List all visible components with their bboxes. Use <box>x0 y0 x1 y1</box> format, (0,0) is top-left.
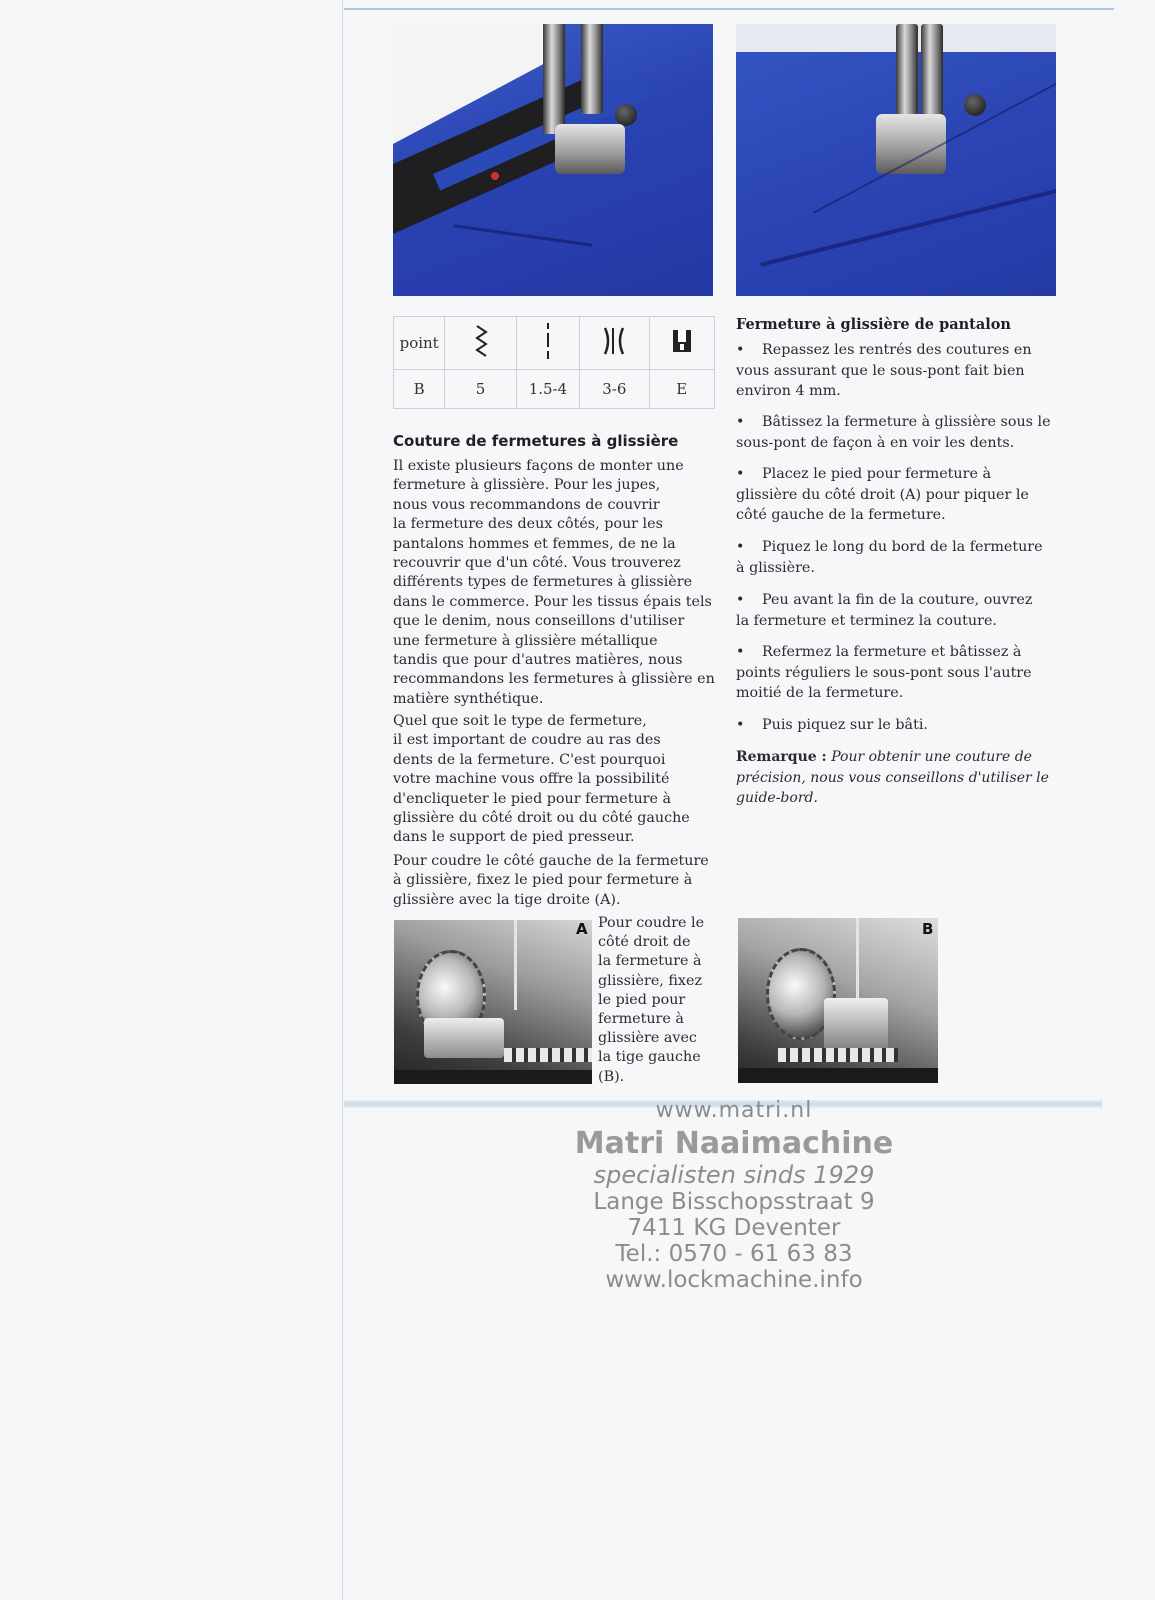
text-line: Quel que soit le type de fermeture, <box>393 713 647 729</box>
text-line: glissière, fixez <box>598 972 702 989</box>
text-line: fermeture à <box>598 1011 684 1028</box>
text-line: il est important de coudre au ras des <box>393 732 661 749</box>
zipper-foot-icon <box>649 317 714 370</box>
text-line: une fermeture à glissière métallique <box>393 632 658 649</box>
text-line: à glissière, fixez le pied pour fermeture à <box>393 872 693 889</box>
text-line: Repassez les rentrés des coutures en <box>762 342 1032 358</box>
text-line: glissière avec <box>598 1030 697 1047</box>
bullet-item <box>736 464 1029 526</box>
text-line: pantalons hommes et femmes, de ne la <box>393 535 676 552</box>
dealer-city: 7411 KG Deventer <box>627 1215 841 1241</box>
stitch-length-icon <box>516 317 579 370</box>
text-line: côté droit de <box>598 934 691 951</box>
section-heading: Couture de fermetures à glissière <box>393 432 679 450</box>
text-line: à glissière. <box>736 559 815 576</box>
text-line: Puis piquez sur le bâti. <box>762 717 928 733</box>
table-cell: 3-6 <box>580 370 649 409</box>
photo-label-a: A <box>576 920 588 938</box>
photo-zipper-foot-a <box>394 920 592 1084</box>
zigzag-stitch-icon <box>445 317 516 370</box>
text-line: côté gauche de la fermeture. <box>736 507 946 523</box>
photo-label-b: B <box>922 920 934 938</box>
dealer-website: www.matri.nl <box>655 1098 813 1123</box>
paragraph-intro <box>393 457 715 709</box>
bullet-item <box>736 412 1051 453</box>
remark-note <box>736 747 1049 809</box>
page-edge <box>342 0 343 1600</box>
bullet-item <box>736 340 1032 402</box>
caption-right-side <box>598 914 710 1087</box>
remark-label: Remarque : <box>736 749 827 765</box>
stitch-settings-table <box>393 316 715 409</box>
text-line: (B). <box>598 1068 625 1085</box>
text-line: guide-bord. <box>736 790 818 806</box>
text-line: sous-pont de façon à en voir les dents. <box>736 434 1015 451</box>
text-line: la tige gauche <box>598 1049 701 1066</box>
bullet-symbol: • <box>736 414 745 430</box>
point-label: point <box>399 334 439 352</box>
bullet-symbol: • <box>736 539 745 555</box>
text-line: Placez le pied pour fermeture à <box>762 466 991 482</box>
text-line: la fermeture à <box>598 953 702 970</box>
text-line: dents de la fermeture. C'est pourquoi <box>393 751 666 768</box>
text-line: Piquez le long du bord de la fermeture <box>762 539 1043 555</box>
table-cell: 1.5-4 <box>516 370 579 409</box>
photo-zipper-sewing <box>736 24 1056 296</box>
text-line: précision, nous vous conseillons d'utiliser le <box>736 769 1049 786</box>
text-line: dans le support de pied presseur. <box>393 829 635 846</box>
text-line: Peu avant la fin de la couture, ouvrez <box>762 592 1033 608</box>
text-line: d'encliqueter le pied pour fermeture à <box>393 790 672 807</box>
bullet-symbol: • <box>736 592 745 608</box>
text-line: points réguliers le sous-pont sous l'autre <box>736 664 1032 681</box>
text-line: tandis que pour d'autres matières, nous <box>393 652 683 669</box>
text-line: différents types de fermetures à glissière <box>393 574 693 591</box>
text-line: Il existe plusieurs façons de monter une <box>393 458 684 474</box>
text-line: environ 4 mm. <box>736 383 841 399</box>
table-cell: 5 <box>445 370 516 409</box>
bullet-item <box>736 642 1032 704</box>
text-line: recouvrir que d'un côté. Vous trouverez <box>393 555 681 572</box>
text-line: le pied pour <box>598 991 686 1008</box>
bullet-symbol: • <box>736 466 745 482</box>
text-line: glissière avec la tige droite (A). <box>393 891 621 908</box>
table-cell: E <box>649 370 714 409</box>
paragraph-importance <box>393 712 690 848</box>
text-line: Refermez la fermeture et bâtissez à <box>762 644 1022 660</box>
text-line: moitié de la fermeture. <box>736 685 904 701</box>
bullet-symbol: • <box>736 644 745 660</box>
text-line: que le denim, nous conseillons d'utiliser <box>393 613 685 630</box>
dealer-name: Matri Naaimachine <box>574 1126 894 1161</box>
text-line: nous vous recommandons de couvrir <box>393 496 660 513</box>
dealer-phone: Tel.: 0570 - 61 63 83 <box>615 1241 853 1267</box>
bullet-symbol: • <box>736 342 745 358</box>
stitch-width-icon <box>580 317 649 370</box>
text-line: Pour coudre le côté gauche de la fermeture <box>393 853 709 869</box>
text-line: dans le commerce. Pour les tissus épais tels <box>393 593 712 610</box>
paragraph-left-side <box>393 852 709 910</box>
point-label-cell <box>394 317 445 370</box>
dealer-tagline: specialisten sinds 1929 <box>593 1161 875 1189</box>
text-line: glissière du côté droit ou du côté gauche <box>393 810 690 827</box>
bullet-symbol: • <box>736 717 745 733</box>
bullet-item <box>736 537 1043 578</box>
text-line: Pour obtenir une couture de <box>831 749 1032 765</box>
bullet-item <box>736 715 928 736</box>
text-line: matière synthétique. <box>393 690 544 707</box>
bullet-item <box>736 590 1032 631</box>
text-line: votre machine vous offre la possibilité <box>393 771 670 788</box>
section-heading-trousers: Fermeture à glissière de pantalon <box>736 316 1011 333</box>
text-line: glissière du côté droit (A) pour piquer le <box>736 486 1029 503</box>
dealer-website-2: www.lockmachine.info <box>605 1267 863 1293</box>
dealer-stamp <box>560 1096 908 1293</box>
text-line: la fermeture et terminez la couture. <box>736 612 997 629</box>
text-line: recommandons les fermetures à glissière en <box>393 671 715 688</box>
photo-sewing-guide <box>393 24 713 296</box>
dealer-street: Lange Bisschopsstraat 9 <box>593 1189 875 1215</box>
text-line: la fermeture des deux côtés, pour les <box>393 516 663 533</box>
text-line: fermeture à glissière. Pour les jupes, <box>393 477 661 494</box>
top-rule <box>344 8 1114 10</box>
photo-zipper-foot-b <box>738 918 938 1083</box>
text-line: Pour coudre le <box>598 915 705 931</box>
table-cell: B <box>394 370 445 409</box>
text-line: Bâtissez la fermeture à glissière sous le <box>762 414 1051 430</box>
text-line: vous assurant que le sous-pont fait bien <box>736 362 1025 379</box>
